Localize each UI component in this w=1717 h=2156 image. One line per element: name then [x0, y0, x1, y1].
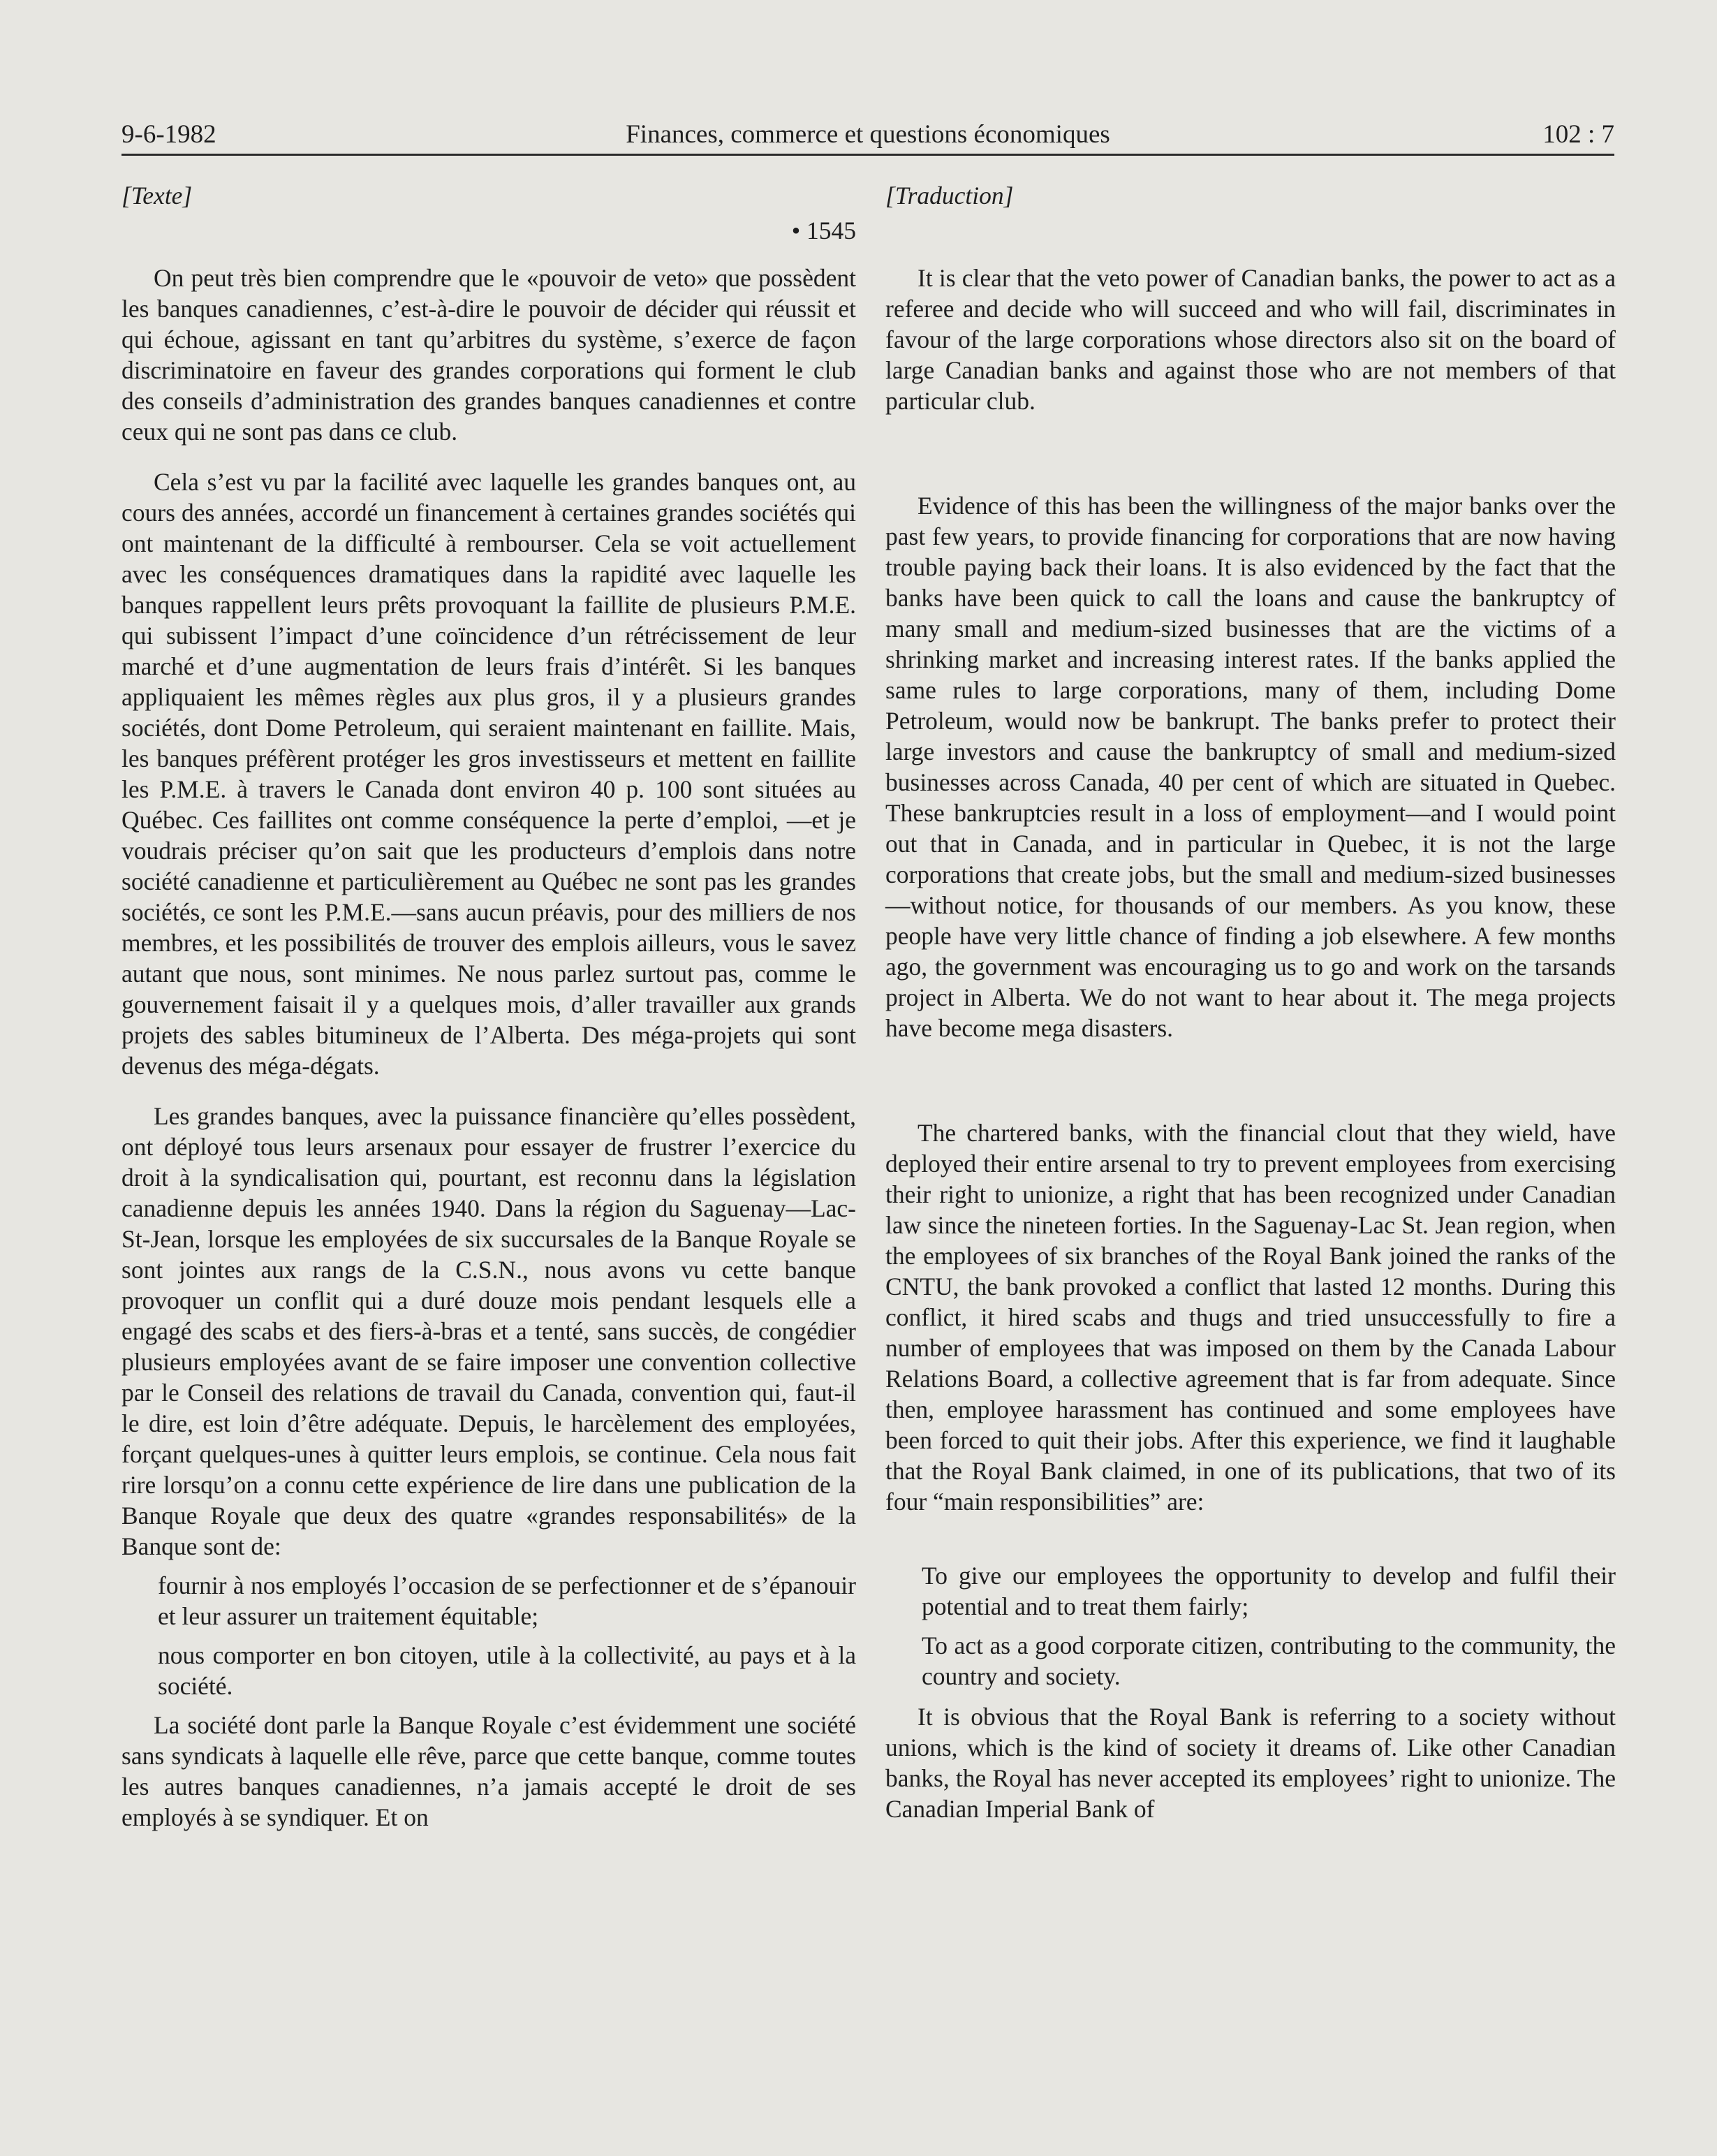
quote-item: To give our employees the opportunity to develop and fulfil their potential and to treat them fairly;: [922, 1562, 1616, 1620]
paragraph: La société dont parle la Banque Royale c’est évidemment une société sans syndicats à laquelle elle rêve, parce que cette banque, comme toutes les autres banques canadiennes, n’a jamais accepté le droit de ses employés à se syndiquer. Et on: [121, 1711, 856, 1831]
paragraph: Evidence of this has been the willingness of the major banks over the past few years, to provide financing for corporations that are now having trouble paying back their loans. It is also evidenced by the fact that the banks have been quick to call the loans and cause the bankruptcy of many small and medium-sized businesses that are the victims of a shrinking market and increasing interest rates. If the banks applied the same rules to large corporations, many of them, including Dome Petroleum, would now be bankrupt. The banks prefer to protect their large investors and cause the bankruptcy of small and medium-sized businesses across Canada, 40 per cent of which are situated in Quebec. These bankruptcies result in a loss of employment—and I would point out that in Canada, and in particular in Quebec, it is not the large corporations that create jobs, but the small and medium-sized businesses—without notice, for thousands of our members. As you know, these people have very little chance of finding a job elsewhere. A few months ago, the government was encouraging us to go and work on the tarsands project in Alberta. We do not want to hear about it. The mega projects have become mega disasters.: [885, 492, 1616, 1042]
paragraph: The chartered banks, with the financial clout that they wield, have deployed their entire arsenal to try to prevent employees from exercising their right to unionize, a right that has been recognized under Canadian law since the nineteen forties. In the Saguenay-Lac St. Jean region, when the employees of six branches of the Royal Bank joined the ranks of the CNTU, the bank provoked a conflict that lasted 12 months. During this conflict, it hired scabs and thugs and tried unsuccessfully to fire a number of employees that was imposed on them by the Canada Labour Relations Board, a collective agreement that is far from adequate. Since then, employee harassment has continued and some employees have been forced to quit their jobs. After this experience, we find it laughable that the Royal Bank claimed, in one of its publications, that two of its four “main responsibilities” are:: [885, 1119, 1616, 1516]
paragraph: On peut très bien comprendre que le «pouvoir de veto» que possèdent les banques canadiennes, c’est-à-dire le pouvoir de décider qui réussit et qui échoue, agissant en tant qu’arbitres du système, s’exerce de façon discriminatoire en faveur des grandes corporations qui forment le club des conseils d’administration des grandes banques canadiennes et contre ceux qui ne sont pas dans ce club.: [121, 264, 856, 446]
paragraph: Cela s’est vu par la facilité avec laquelle les grandes banques ont, au cours des années, accordé un financement à certaines grandes sociétés qui ont maintenant de la difficulté à rembourser. Cela se voit actuellement avec les conséquences dramatiques dans la rapidité avec laquelle les banques rappellent leurs prêts provoquant la faillite de plusieurs P.M.E. qui subissent l’impact d’une coïncidence d’un rétrécissement de leur marché et d’une augmentation de leurs frais d’intérêt. Si les banques appliquaient les mêmes règles aux plus gros, il y a plusieurs grandes sociétés, dont Dome Petroleum, qui seraient maintenant en faillite. Mais, les banques préfèrent protéger les gros investisseurs et mettent en faillite les P.M.E. à travers le Canada dont environ 40 p. 100 sont situées au Québec. Ces faillites ont comme conséquence la perte d’emploi, —et je voudrais préciser qu’on sait que les producteurs d’emplois dans notre société canadienne et particulièrement au Québec ne sont pas les grandes sociétés, ce sont les P.M.E.—sans aucun préavis, pour des milliers de nos membres, et les possibilités de trouver des emplois ailleurs, vous le savez autant que nous, sont minimes. Ne nous parlez surtout pas, comme le gouvernement faisait il y a quelques mois, d’aller travailler aux grands projets des sables bitumineux de l’Alberta. Des méga-projets qui sont devenus des méga-dégats.: [121, 468, 856, 1080]
section-label-traduction: [Traduction]: [885, 182, 1014, 210]
time-marker: • 1545: [791, 217, 856, 244]
header-date: 9-6-1982: [121, 120, 216, 149]
quote-item: nous comporter en bon citoyen, utile à la collectivité, au pays et à la société.: [158, 1641, 856, 1700]
quote-item: fournir à nos employés l’occasion de se perfectionner et de s’épanouir et leur assurer un traitement équitable;: [158, 1571, 856, 1630]
header-title: Finances, commerce et questions économiques: [626, 120, 1110, 149]
english-column: [885, 180, 1616, 1824]
paragraph: It is obvious that the Royal Bank is referring to a society without unions, which is the kind of society it dreams of. Like other Canadian banks, the Royal has never accepted its employees’ right to unionize. The Canadian Imperial Bank of: [885, 1703, 1616, 1823]
quote-item: To act as a good corporate citizen, contributing to the community, the country and society.: [922, 1631, 1616, 1690]
paragraph: It is clear that the veto power of Canadian banks, the power to act as a referee and decide who will succeed and who will fail, discriminates in favour of the large corporations whose directors also sit on the board of large Canadian banks and against those who are not members of that particular club.: [885, 264, 1616, 415]
paragraph: Les grandes banques, avec la puissance financière qu’elles possèdent, ont déployé tous leurs arsenaux pour essayer de frustrer l’exercice du droit à la syndicalisation qui, pourtant, est reconnu dans la législation canadienne depuis les années 1940. Dans la région du Saguenay—Lac-St-Jean, lorsque les employées de six succursales de la Banque Royale se sont jointes aux rangs de la C.S.N., nous avons vu cette banque provoquer un conflit qui a duré douze mois pendant lesquels elle a engagé des scabs et des fiers-à-bras et a tenté, sans succès, de congédier plusieurs employées avant de se faire imposer une convention collective par le Conseil des relations de travail du Canada, convention qui, faut-il le dire, est loin d’être adéquate. Depuis, le harcèlement des employées, forçant quelques-unes à quitter leurs emplois, se continue. Cela nous fait rire lorsqu’on a connu cette expérience de lire dans une publication de la Banque Royale que deux des quatre «grandes responsabilités» de la Banque sont de:: [121, 1102, 856, 1560]
header-page-ref: 102 : 7: [1542, 120, 1614, 149]
running-header: [121, 115, 1614, 156]
section-label-texte: [Texte]: [121, 182, 193, 210]
french-column: [121, 180, 856, 1833]
